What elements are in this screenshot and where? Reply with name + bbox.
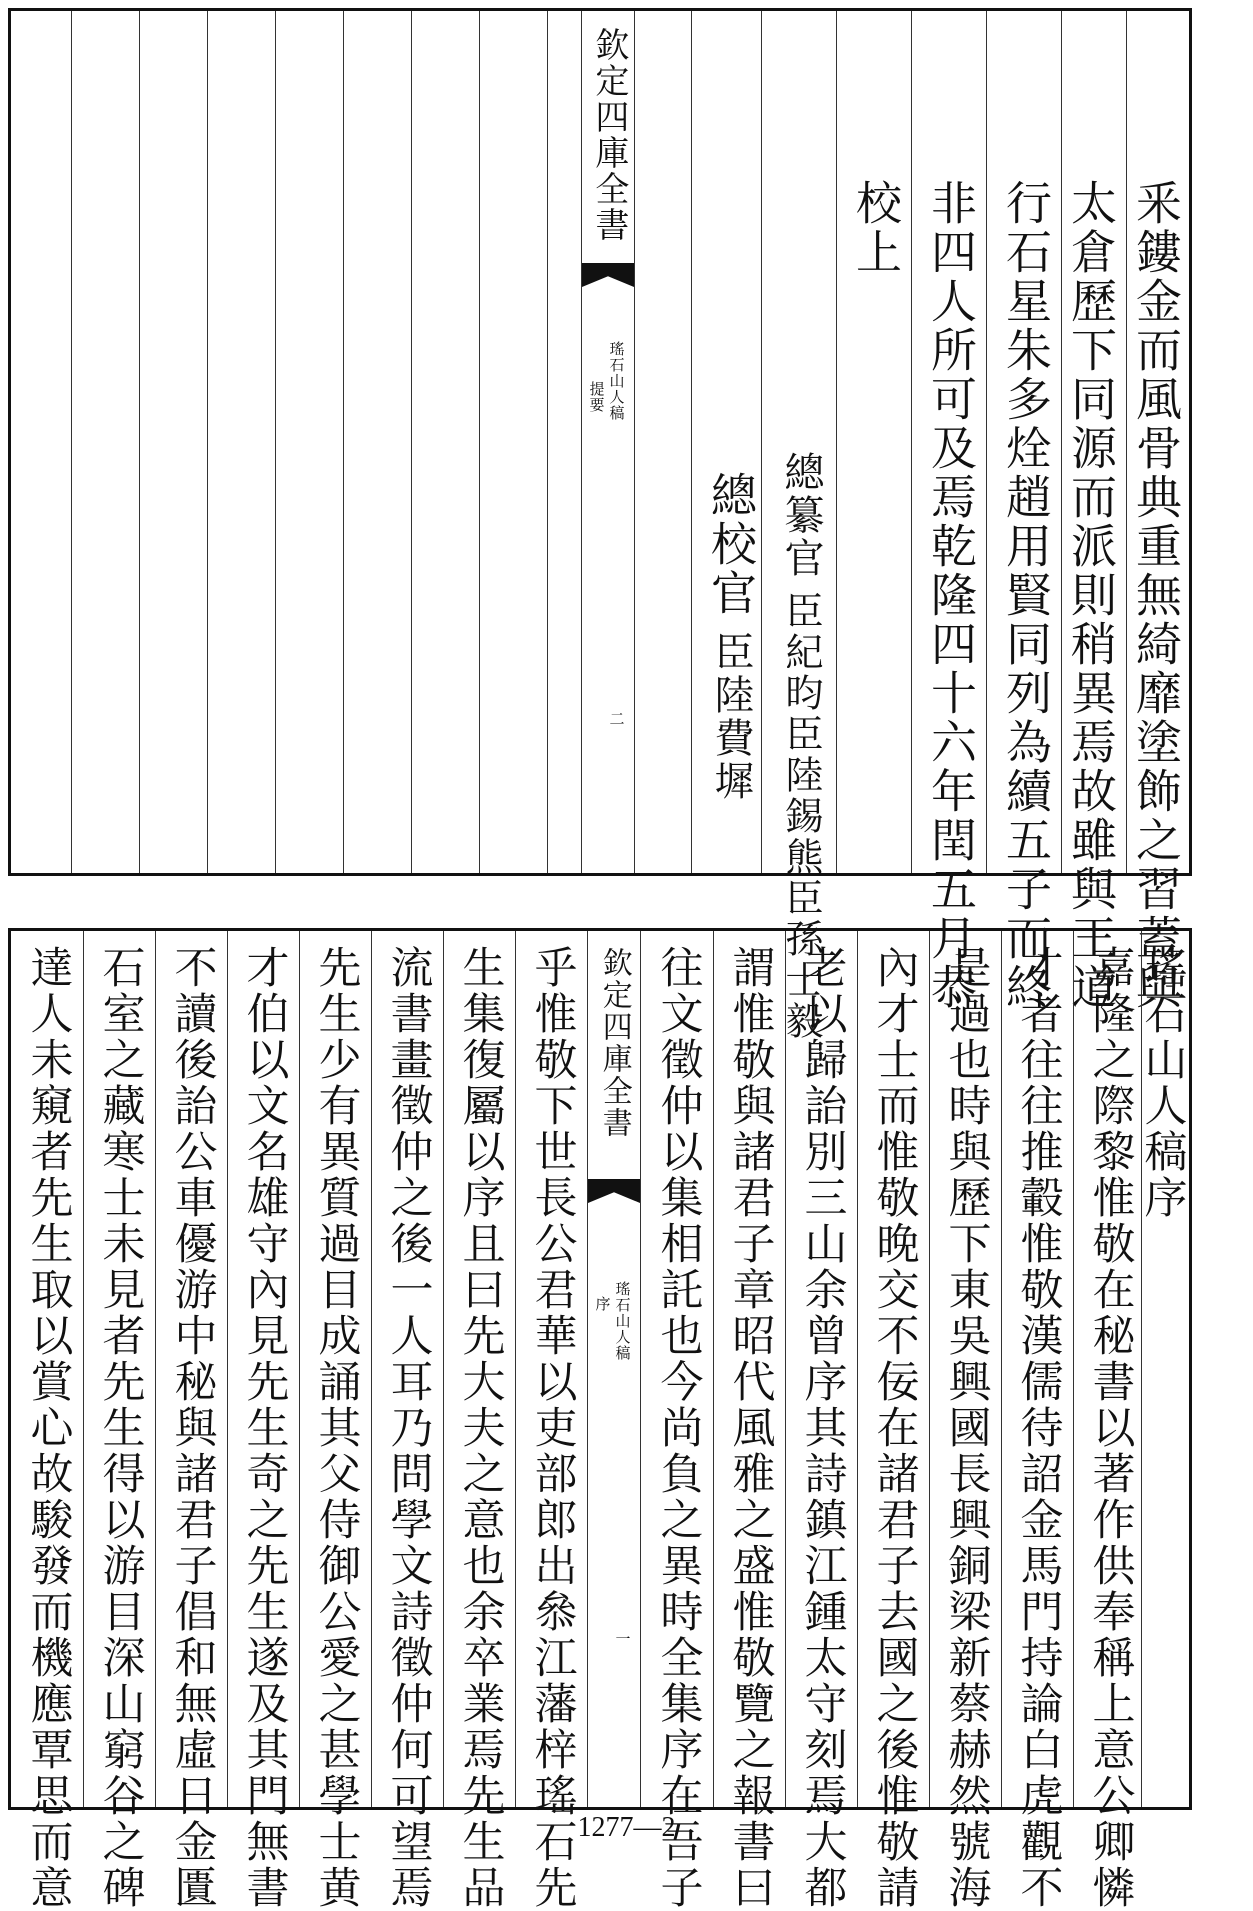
column-rule	[1001, 931, 1002, 1807]
column-rule	[761, 11, 762, 873]
column-text: 才者往往推轂惟敬漢儒待詔金馬門持論白虎觀不	[1013, 945, 1064, 1911]
official-title: 總校官	[704, 471, 758, 618]
column-text: 釆鏤金而風骨典重無綺靡塗飾之習蓋與	[1129, 179, 1183, 1012]
column-text: 校上	[849, 179, 903, 277]
column-rule	[71, 11, 72, 873]
column-rule	[785, 931, 786, 1807]
spine-book-title: 瑤石山人稿	[613, 1281, 632, 1361]
column-rule	[343, 11, 344, 873]
column-text: 石室之藏寒士未見者先生得以游目深山窮谷之碑	[95, 945, 146, 1911]
text-column	[931, 931, 1001, 1911]
column-rule	[155, 931, 156, 1807]
text-column	[1003, 931, 1073, 1911]
fishtail-mark	[588, 1179, 640, 1203]
text-column	[643, 931, 713, 1911]
text-column	[916, 11, 986, 1012]
column-rule	[929, 931, 930, 1807]
column-rule	[515, 931, 516, 1807]
top-page-frame	[8, 8, 1192, 1042]
column-text: 流書畫徵仲之後一人耳乃問學文詩徵仲何可望焉	[383, 945, 434, 1911]
text-column	[445, 931, 515, 1911]
column-rule	[986, 11, 987, 873]
text-column	[1121, 11, 1191, 1012]
column-rule	[411, 11, 412, 873]
preface-title: 瑤石山人稿序	[1137, 945, 1188, 1221]
column-text: 是過也時與歷下東吳興國長興銅梁新蔡赫然號海	[941, 945, 992, 1911]
column-rule	[227, 931, 228, 1807]
official-title: 總纂官	[778, 451, 824, 580]
column-text: 先生少有異質過目成誦其父侍御公愛之甚學士黄	[311, 945, 362, 1911]
text-column	[841, 11, 911, 873]
text-column	[85, 931, 155, 1911]
fishtail-mark	[582, 263, 634, 287]
column-rule	[371, 931, 372, 1807]
column-rule	[275, 11, 276, 873]
official-names: 臣陸費墀	[708, 631, 754, 803]
text-column	[301, 931, 371, 1911]
column-rule	[207, 11, 208, 873]
column-text: 太倉歷下同源而派則稍異焉故雖與王道	[1064, 179, 1118, 1012]
column-text: 往文徵仲以集相託也今尚負之異時全集序在吾子	[653, 945, 704, 1911]
column-text: 行石星朱多烇趙用賢同列為續五子而終	[999, 179, 1053, 1012]
preface-title-column	[1127, 931, 1197, 1807]
column-rule	[547, 11, 548, 873]
text-column	[517, 931, 587, 1911]
spine-section: 提要	[587, 381, 606, 413]
text-column	[715, 931, 785, 1911]
column-rule	[299, 931, 300, 1807]
column-text: 乎惟敬下世長公君華以吏部郎出叅江藩梓瑤石先	[527, 945, 578, 1911]
spine-section: 序	[593, 1296, 612, 1312]
column-text: 才伯以文名雄守內見先生奇之先生遂及其門無書	[239, 945, 290, 1911]
column-rule	[83, 931, 84, 1807]
column-text: 內才士而惟敬晚交不佞在諸君子去國之後惟敬請	[869, 945, 920, 1911]
column-rule	[911, 11, 912, 873]
column-rule	[857, 931, 858, 1807]
column-text: 不讀後詒公車優游中秘與諸君子倡和無虛日金匱	[167, 945, 218, 1911]
spine-title: 欽定四庫全書	[596, 947, 632, 1139]
spine-book-title: 瑤石山人稿	[607, 341, 626, 421]
top-spine	[581, 11, 635, 873]
text-column	[1056, 11, 1126, 1012]
spine-leaf-number: 一	[613, 1631, 632, 1647]
text-column	[991, 11, 1061, 1012]
column-text: 達人未窺者先生取以賞心故駿發而機應覃思而意	[23, 945, 74, 1911]
page-number: 1277—2	[577, 1812, 676, 1843]
text-column	[157, 931, 227, 1911]
column-rule	[691, 11, 692, 873]
official-names: 臣紀昀臣陸錫熊臣孫士毅	[779, 591, 823, 1042]
official-column	[696, 11, 766, 873]
column-text: 非四人所可及焉乾隆四十六年閏五月恭	[924, 179, 978, 1012]
column-text: 生集復屬以序且曰先大夫之意也余卒業焉先生品	[455, 945, 506, 1911]
column-text: 老以歸詒別三山余曾序其詩鎮江鍾太守刻焉大都	[797, 945, 848, 1911]
official-column	[766, 11, 836, 1042]
column-rule	[139, 11, 140, 873]
text-column	[229, 931, 299, 1911]
text-column	[787, 931, 857, 1911]
column-rule	[443, 931, 444, 1807]
column-text: 嘉隆之際黎惟敬在秘書以著作供奉稱上意公卿憐	[1085, 945, 1136, 1911]
column-rule	[1073, 931, 1074, 1807]
column-rule	[479, 11, 480, 873]
spine-leaf-number: 二	[607, 711, 626, 727]
text-column	[13, 931, 83, 1911]
text-column	[373, 931, 443, 1911]
column-rule	[713, 931, 714, 1807]
spine-title: 欽定四庫全書	[588, 27, 629, 243]
column-text: 謂惟敬與諸君子章昭代風雅之盛惟敬覽之報書曰	[725, 945, 776, 1911]
text-column	[859, 931, 929, 1911]
bottom-spine	[587, 931, 641, 1807]
column-rule	[836, 11, 837, 873]
